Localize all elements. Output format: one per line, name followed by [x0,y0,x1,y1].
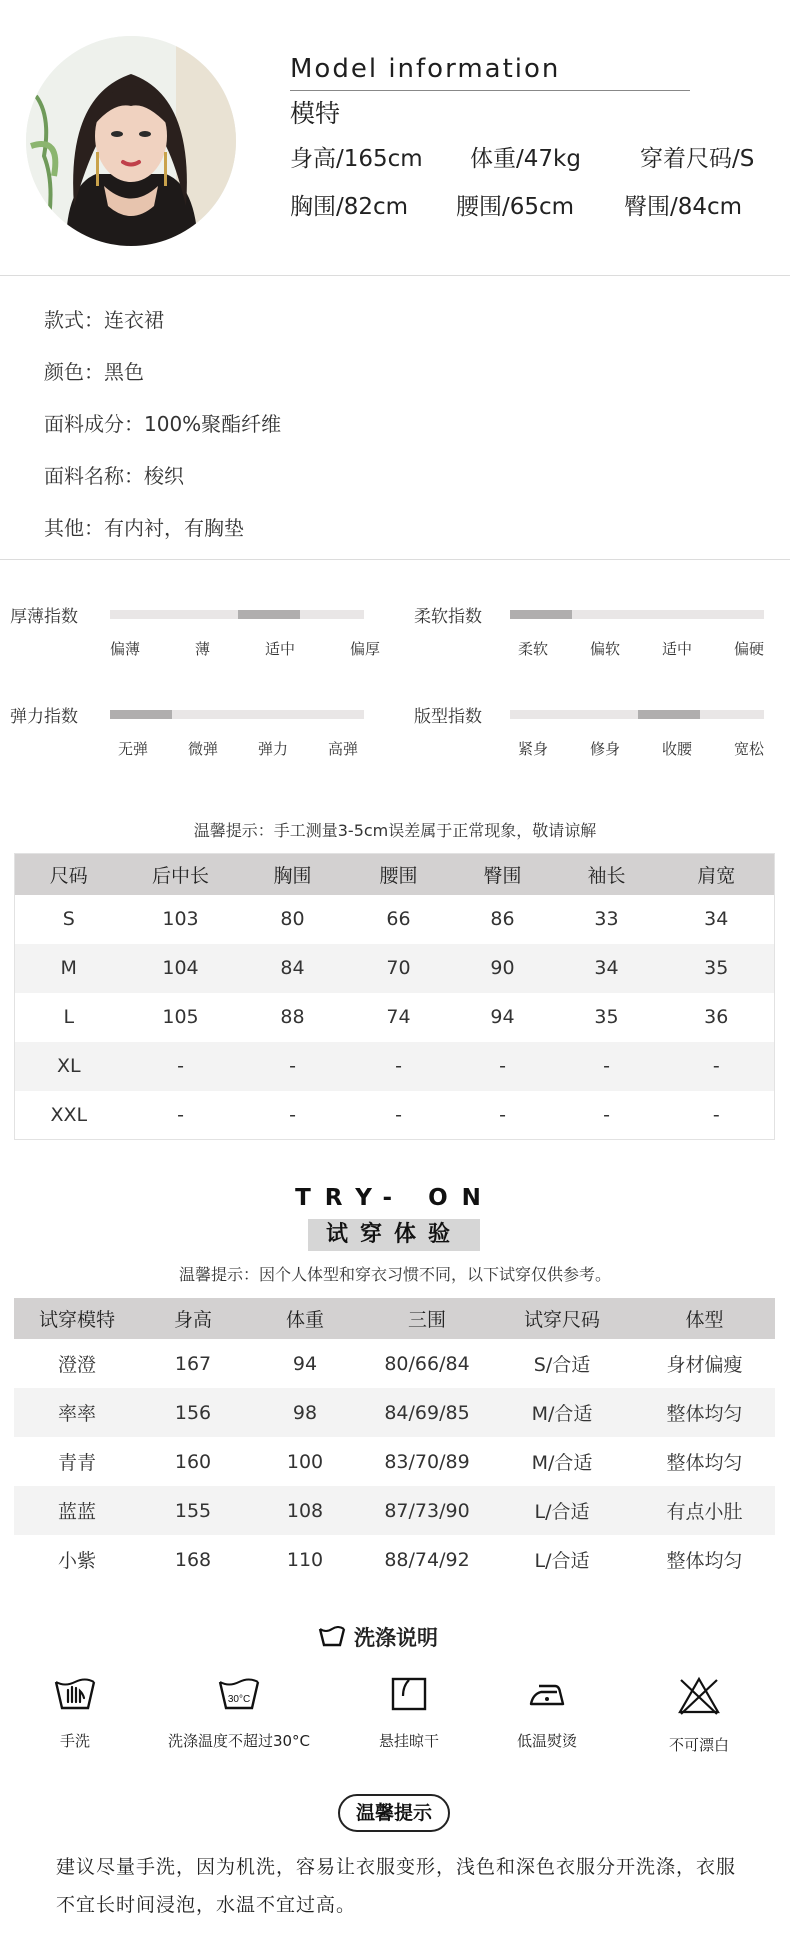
table-cell: 35 [659,944,775,993]
model-stats-row-2 [290,188,742,221]
scale-elasticity-track [110,710,364,719]
table-cell: 整体均匀 [634,1388,775,1437]
size-table-row [15,1091,775,1140]
wash-label: 不可漂白 [668,1736,729,1754]
scale-elasticity-label: 弹力指数 [10,707,78,727]
scale-option: 微弹 [187,740,218,758]
table-cell: 33 [555,895,659,944]
table-cell: 94 [451,993,555,1042]
model-info-title: Model information [290,54,561,84]
title-underline [290,90,690,91]
table-cell: XL [15,1042,123,1091]
scale-option: 薄 [194,640,210,658]
col-header: 试穿模特 [14,1298,140,1339]
table-cell: M/合适 [490,1437,634,1486]
table-cell: 108 [246,1486,364,1535]
table-cell: 88/74/92 [364,1535,490,1584]
table-cell: M [15,944,123,993]
scale-option: 弹力 [257,740,288,758]
wash-label: 悬挂晾干 [378,1732,439,1750]
table-cell: 66 [347,895,451,944]
table-cell: 83/70/89 [364,1437,490,1486]
col-header: 胸围 [239,854,347,895]
table-cell: 34 [659,895,775,944]
table-cell: 36 [659,993,775,1042]
table-cell: M/合适 [490,1388,634,1437]
attr-composition: 面料成分：100%聚酯纤维 [44,412,282,436]
col-header: 体重 [246,1298,364,1339]
scale-option: 偏厚 [349,640,380,658]
scale-fit-label: 版型指数 [414,707,482,727]
tryon-table [14,1298,775,1584]
col-header: 尺码 [15,854,123,895]
table-cell: 整体均匀 [634,1437,775,1486]
table-cell: - [239,1091,347,1140]
table-cell: 110 [246,1535,364,1584]
table-cell: 103 [123,895,239,944]
scale-option: 柔软 [518,640,549,658]
wash-item-hand [0,1676,150,1751]
table-cell: - [347,1042,451,1091]
table-cell: 104 [123,944,239,993]
hang-dry-icon [390,1676,428,1712]
table-cell: - [659,1091,775,1140]
tryon-table-row [14,1535,775,1584]
wash-label: 洗涤温度不超过30°C [167,1732,311,1750]
col-header: 三围 [364,1298,490,1339]
table-cell: L/合适 [490,1486,634,1535]
table-cell: 80/66/84 [364,1339,490,1388]
table-cell: 105 [123,993,239,1042]
tryon-table-row [14,1437,775,1486]
model-hip: 臀围/84cm [624,194,743,220]
attr-other: 其他：有内衬，有胸垫 [44,516,244,540]
model-height: 身高/165cm [290,146,423,172]
tryon-table-body [14,1339,775,1584]
wash-item-hang [334,1676,484,1751]
table-cell: 80 [239,895,347,944]
table-cell: - [123,1042,239,1091]
col-header: 腰围 [347,854,451,895]
table-cell: 156 [140,1388,246,1437]
table-cell: 74 [347,993,451,1042]
table-cell: 整体均匀 [634,1535,775,1584]
wash-header [318,1622,438,1652]
model-waist: 腰围/65cm [456,194,575,220]
scale-fit-indicator [638,710,700,719]
model-info-section [0,0,790,276]
table-cell: - [123,1091,239,1140]
tip-text: 建议尽量手洗，因为机洗，容易让衣服变形，浅色和深色衣服分开洗涤，衣服不宜长时间浸泡，水温不宜过高。 [56,1856,737,1916]
tryon-title: TRY- ON [295,1185,495,1211]
product-attributes [0,276,790,560]
tryon-table-header [14,1298,775,1339]
tryon-table-row [14,1486,775,1535]
wash-item-iron [472,1676,622,1751]
table-cell: 84/69/85 [364,1388,490,1437]
wash-30c-icon [217,1676,261,1712]
attr-color: 颜色：黑色 [44,360,144,384]
table-cell: S/合适 [490,1339,634,1388]
hand-wash-icon [53,1676,97,1712]
scale-option: 宽松 [733,740,764,758]
scale-thickness-track [110,610,364,619]
table-cell: - [555,1091,659,1140]
scale-elasticity-indicator [110,710,172,719]
table-cell: 青青 [14,1437,140,1486]
size-note: 温馨提示：手工测量3-5cm误差属于正常现象，敬请谅解 [193,821,597,840]
table-cell: 160 [140,1437,246,1486]
table-cell: 86 [451,895,555,944]
col-header: 身高 [140,1298,246,1339]
model-weight: 体重/47kg [470,146,581,172]
model-avatar [26,36,236,246]
table-cell: 87/73/90 [364,1486,490,1535]
table-cell: 167 [140,1339,246,1388]
table-cell: 澄澄 [14,1339,140,1388]
no-bleach-icon [677,1676,721,1716]
size-table [14,853,775,1140]
scale-elasticity-options [118,738,358,759]
col-header: 试穿尺码 [490,1298,634,1339]
size-table-row [15,944,775,993]
scale-option: 偏薄 [110,640,141,658]
wash-item-bleach [624,1676,774,1755]
model-subtitle: 模特 [290,99,341,128]
size-table-header [15,854,775,895]
scale-thickness-label: 厚薄指数 [10,607,78,627]
wash-label: 低温熨烫 [516,1732,577,1750]
table-cell: 94 [246,1339,364,1388]
scale-fit-track [510,710,764,719]
wash-item-30c [164,1676,314,1751]
wash-30c-text: 30°C [227,1694,251,1705]
scale-option: 修身 [589,740,620,758]
col-header: 后中长 [123,854,239,895]
col-header: 臀围 [451,854,555,895]
size-table-row [15,895,775,944]
size-table-row [15,993,775,1042]
scale-option: 无弹 [118,740,149,758]
scale-softness-options [518,638,764,659]
table-cell: 90 [451,944,555,993]
table-cell: 蓝蓝 [14,1486,140,1535]
table-cell: - [451,1042,555,1091]
table-cell: 70 [347,944,451,993]
scale-option: 偏硬 [733,640,764,658]
low-iron-icon [525,1676,569,1712]
scale-option: 适中 [661,640,692,658]
scale-option: 紧身 [518,740,549,758]
scale-option: 高弹 [327,740,358,758]
table-cell: - [239,1042,347,1091]
table-cell: - [451,1091,555,1140]
fabric-scales [0,560,790,793]
scale-softness-label: 柔软指数 [414,607,482,627]
model-stats-row-1 [290,140,754,173]
tryon-note: 温馨提示：因个人体型和穿衣习惯不同，以下试穿仅供参考。 [178,1265,611,1284]
table-cell: 155 [140,1486,246,1535]
col-header: 袖长 [555,854,659,895]
wash-label: 手洗 [59,1732,90,1750]
wash-basin-icon [318,1626,346,1648]
table-cell: - [659,1042,775,1091]
scale-softness-indicator [510,610,572,619]
tryon-table-row [14,1388,775,1437]
scale-thickness-options [110,638,380,659]
size-table-body [15,895,775,1140]
scale-thickness-indicator [238,610,300,619]
table-cell: 98 [246,1388,364,1437]
table-cell: - [555,1042,659,1091]
model-wear-size: 穿着尺码/S [640,146,755,172]
scale-option: 适中 [264,640,295,658]
scale-fit-options [518,738,764,759]
col-header: 体型 [634,1298,775,1339]
scale-option: 偏软 [589,640,620,658]
attr-style: 款式：连衣裙 [44,308,164,332]
table-cell: 小紫 [14,1535,140,1584]
table-cell: 35 [555,993,659,1042]
wash-title: 洗涤说明 [354,1626,438,1650]
table-cell: 有点小肚 [634,1486,775,1535]
table-cell: 率率 [14,1388,140,1437]
table-cell: - [347,1091,451,1140]
col-header: 肩宽 [659,854,775,895]
size-table-row [15,1042,775,1091]
tryon-subtitle: 试穿体验 [308,1219,480,1251]
table-cell: S [15,895,123,944]
table-cell: L [15,993,123,1042]
table-cell: 100 [246,1437,364,1486]
table-cell: L/合适 [490,1535,634,1584]
table-cell: 88 [239,993,347,1042]
attr-fabric-name: 面料名称：梭织 [44,464,184,488]
table-cell: 84 [239,944,347,993]
table-cell: 身材偏瘦 [634,1339,775,1388]
tryon-table-row [14,1339,775,1388]
table-cell: 168 [140,1535,246,1584]
table-cell: XXL [15,1091,123,1140]
scale-option: 收腰 [661,740,692,758]
tip-badge: 温馨提示 [338,1794,450,1832]
scale-softness-track [510,610,764,619]
table-cell: 34 [555,944,659,993]
model-bust: 胸围/82cm [290,194,409,220]
